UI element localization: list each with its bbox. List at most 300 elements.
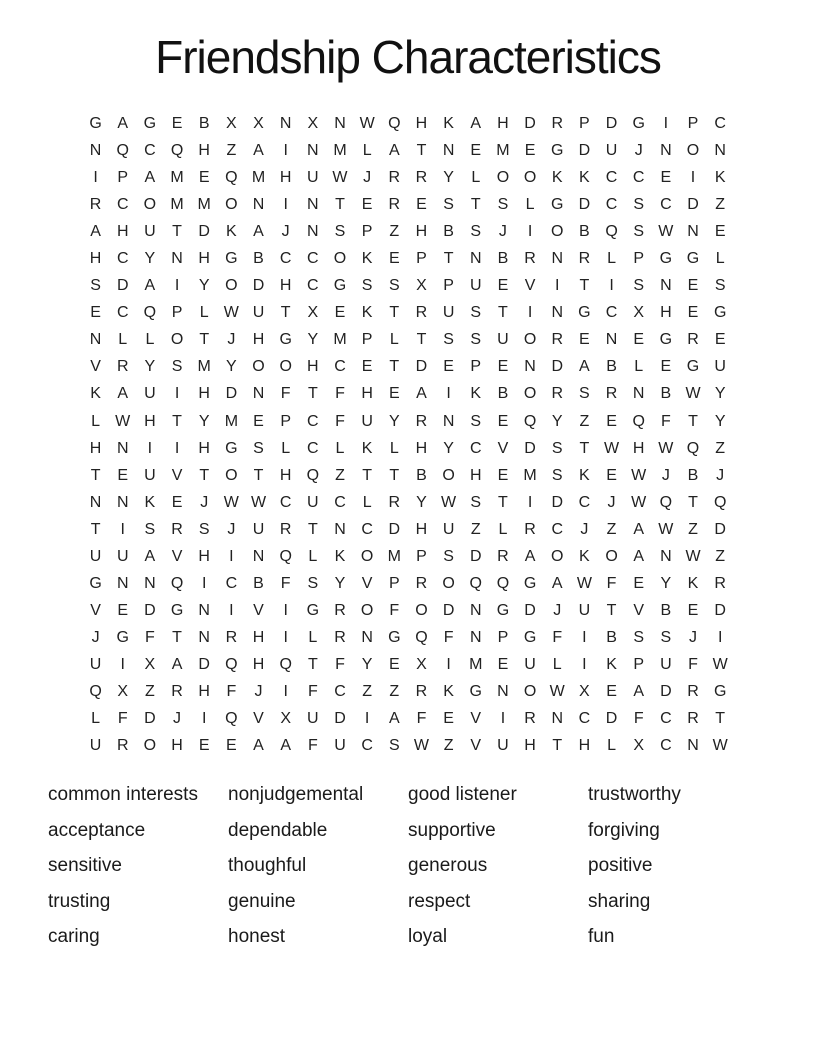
grid-letter: Q bbox=[605, 223, 618, 241]
grid-letter: S bbox=[470, 304, 482, 322]
grid-letter: K bbox=[606, 655, 617, 673]
grid-letter: H bbox=[279, 169, 292, 187]
grid-letter: E bbox=[117, 601, 129, 619]
grid-letter: C bbox=[605, 304, 618, 322]
grid-letter: R bbox=[497, 547, 509, 565]
grid-letter: N bbox=[714, 142, 726, 160]
word-list bbox=[48, 777, 768, 955]
grid-letter: O bbox=[551, 547, 564, 565]
word-item: acceptance bbox=[48, 819, 146, 841]
grid-letter: E bbox=[606, 466, 617, 484]
grid-letter: P bbox=[416, 250, 427, 268]
grid-letter: Y bbox=[307, 331, 319, 349]
grid-letter: X bbox=[307, 115, 319, 132]
grid-letter: S bbox=[307, 574, 319, 592]
word-list-column bbox=[228, 777, 408, 955]
grid-letter: D bbox=[605, 115, 618, 132]
grid-row bbox=[82, 516, 734, 543]
grid-letter: S bbox=[470, 223, 482, 241]
grid-letter: O bbox=[225, 466, 238, 484]
grid-row bbox=[82, 462, 734, 489]
grid-letter: U bbox=[714, 358, 726, 376]
grid-letter: G bbox=[89, 574, 102, 592]
grid-letter: D bbox=[144, 710, 156, 728]
grid-letter: K bbox=[579, 169, 590, 187]
word-item: good listener bbox=[408, 784, 517, 805]
grid-letter: B bbox=[497, 250, 509, 268]
grid-letter: D bbox=[578, 142, 591, 160]
grid-letter: H bbox=[198, 439, 210, 457]
grid-letter: R bbox=[388, 493, 401, 511]
grid-letter: O bbox=[605, 547, 618, 565]
grid-letter: C bbox=[660, 737, 672, 755]
grid-letter: B bbox=[579, 223, 590, 241]
grid-letter: G bbox=[686, 250, 700, 268]
grid-letter: I bbox=[120, 520, 125, 538]
grid-letter: F bbox=[660, 412, 671, 430]
grid-letter: M bbox=[170, 169, 184, 187]
grid-letter: A bbox=[117, 385, 129, 403]
grid-letter: N bbox=[89, 331, 102, 349]
grid-letter: J bbox=[200, 493, 209, 511]
word-item: positive bbox=[588, 855, 653, 876]
grid-letter: D bbox=[660, 682, 672, 700]
grid-letter: R bbox=[687, 682, 699, 700]
word-item: respect bbox=[408, 890, 471, 912]
grid-letter: P bbox=[416, 547, 427, 565]
grid-letter: U bbox=[334, 737, 346, 755]
grid-letter: N bbox=[116, 574, 129, 592]
grid-letter: R bbox=[551, 115, 564, 132]
grid-letter: U bbox=[307, 169, 319, 187]
grid-letter: L bbox=[91, 412, 101, 430]
grid-letter: F bbox=[606, 574, 617, 592]
grid-letter: Y bbox=[226, 358, 237, 376]
grid-letter: T bbox=[389, 304, 400, 322]
grid-letter: J bbox=[553, 601, 562, 619]
grid-letter: V bbox=[524, 277, 536, 295]
grid-letter: C bbox=[116, 304, 129, 322]
grid-letter: Y bbox=[388, 412, 400, 430]
grid-letter: K bbox=[443, 115, 454, 132]
grid-letter: U bbox=[307, 493, 319, 511]
grid-letter: D bbox=[687, 196, 699, 214]
grid-letter: R bbox=[116, 358, 129, 376]
word-item: nonjudgemental bbox=[228, 784, 364, 805]
grid-letter: N bbox=[307, 142, 319, 160]
word-list-column bbox=[408, 777, 588, 955]
grid-letter: U bbox=[252, 304, 265, 322]
grid-letter: N bbox=[116, 439, 129, 457]
grid-letter: J bbox=[716, 466, 725, 484]
grid-letter: U bbox=[89, 547, 102, 565]
grid-letter: E bbox=[687, 277, 699, 295]
grid-letter: Q bbox=[415, 628, 428, 646]
grid-letter: N bbox=[252, 547, 265, 565]
grid-letter: K bbox=[687, 574, 699, 592]
word-item: caring bbox=[48, 926, 100, 947]
grid-letter: V bbox=[633, 601, 645, 619]
grid-letter: W bbox=[685, 547, 701, 565]
grid-letter: N bbox=[632, 385, 645, 403]
grid-letter: D bbox=[714, 601, 726, 619]
grid-letter: O bbox=[442, 466, 455, 484]
grid-letter: V bbox=[470, 710, 482, 728]
grid-letter: T bbox=[280, 304, 291, 322]
grid-letter: H bbox=[279, 466, 292, 484]
grid-letter: Q bbox=[496, 574, 510, 592]
grid-letter: R bbox=[524, 250, 536, 268]
grid-letter: G bbox=[551, 142, 564, 160]
grid-letter: W bbox=[413, 737, 429, 755]
grid-letter: E bbox=[171, 115, 183, 132]
grid-letter: T bbox=[688, 412, 698, 430]
grid-letter: E bbox=[226, 737, 237, 755]
grid-letter: R bbox=[116, 737, 129, 755]
grid-letter: H bbox=[252, 628, 265, 646]
grid-letter: N bbox=[551, 250, 564, 268]
grid-letter: C bbox=[307, 250, 319, 268]
word-item: dependable bbox=[228, 819, 328, 841]
grid-letter: G bbox=[170, 601, 184, 619]
grid-letter: X bbox=[633, 304, 645, 322]
grid-row bbox=[82, 597, 734, 624]
grid-letter: A bbox=[388, 710, 400, 728]
grid-letter: U bbox=[144, 466, 156, 484]
grid-letter: R bbox=[334, 601, 346, 619]
grid-letter: T bbox=[172, 223, 182, 241]
grid-letter: H bbox=[171, 737, 183, 755]
grid-letter: L bbox=[335, 439, 345, 457]
grid-letter: J bbox=[498, 223, 507, 241]
grid-letter: D bbox=[578, 196, 591, 214]
grid-letter: Y bbox=[198, 277, 210, 295]
grid-letter: H bbox=[198, 142, 210, 160]
grid-letter: E bbox=[443, 358, 454, 376]
wordsearch-grid bbox=[82, 110, 734, 759]
grid-letter: N bbox=[252, 196, 265, 214]
grid-letter: E bbox=[579, 331, 590, 349]
grid-letter: G bbox=[523, 574, 537, 592]
grid-letter: B bbox=[416, 466, 427, 484]
grid-row bbox=[82, 732, 734, 759]
grid-letter: T bbox=[470, 196, 481, 214]
grid-letter: F bbox=[335, 412, 345, 430]
grid-letter: K bbox=[551, 169, 563, 187]
grid-letter: R bbox=[714, 574, 726, 592]
grid-letter: A bbox=[144, 547, 156, 565]
grid-letter: D bbox=[334, 710, 346, 728]
grid-letter: C bbox=[334, 493, 346, 511]
grid-letter: N bbox=[442, 412, 455, 430]
grid-letter: R bbox=[415, 574, 428, 592]
grid-letter: C bbox=[660, 710, 672, 728]
grid-letter: I bbox=[500, 710, 506, 728]
grid-letter: J bbox=[173, 710, 182, 728]
grid-letter: R bbox=[687, 331, 699, 349]
grid-letter: W bbox=[332, 169, 348, 187]
grid-letter: I bbox=[283, 682, 288, 700]
grid-letter: I bbox=[147, 439, 153, 457]
grid-letter: K bbox=[443, 682, 454, 700]
grid-letter: Q bbox=[143, 304, 157, 322]
grid-letter: P bbox=[388, 574, 400, 592]
grid-letter: P bbox=[443, 277, 454, 295]
grid-letter: D bbox=[524, 439, 536, 457]
grid-letter: O bbox=[496, 169, 510, 187]
grid-letter: S bbox=[633, 223, 645, 241]
grid-letter: N bbox=[660, 547, 672, 565]
grid-letter: J bbox=[580, 520, 589, 538]
grid-letter: B bbox=[606, 358, 617, 376]
grid-letter: F bbox=[633, 710, 644, 728]
grid-letter: V bbox=[90, 358, 101, 376]
grid-letter: E bbox=[524, 142, 536, 160]
grid-letter: N bbox=[307, 223, 319, 241]
grid-letter: Y bbox=[416, 493, 427, 511]
grid-letter: D bbox=[605, 710, 618, 728]
grid-letter: W bbox=[658, 520, 674, 538]
grid-letter: H bbox=[198, 682, 210, 700]
grid-letter: N bbox=[89, 493, 102, 511]
grid-letter: J bbox=[91, 628, 100, 646]
grid-letter: C bbox=[578, 493, 591, 511]
grid-letter: E bbox=[388, 655, 400, 673]
grid-row bbox=[82, 353, 734, 380]
grid-letter: T bbox=[172, 628, 182, 646]
grid-letter: A bbox=[90, 223, 101, 241]
grid-letter: Z bbox=[443, 737, 454, 755]
grid-letter: T bbox=[199, 466, 210, 484]
grid-letter: T bbox=[443, 250, 454, 268]
grid-letter: W bbox=[631, 466, 647, 484]
grid-letter: C bbox=[605, 169, 618, 187]
grid-row bbox=[82, 678, 734, 705]
grid-letter: Q bbox=[170, 574, 184, 592]
grid-letter: U bbox=[524, 655, 536, 673]
grid-letter: R bbox=[524, 520, 536, 538]
grid-letter: N bbox=[469, 250, 482, 268]
grid-letter: E bbox=[497, 277, 509, 295]
grid-letter: T bbox=[552, 737, 563, 755]
grid-letter: G bbox=[632, 115, 645, 132]
grid-letter: S bbox=[551, 466, 563, 484]
grid-letter: T bbox=[606, 601, 617, 619]
grid-letter: G bbox=[659, 331, 673, 349]
grid-letter: A bbox=[253, 737, 264, 755]
grid-letter: E bbox=[633, 331, 645, 349]
grid-row bbox=[82, 137, 734, 164]
grid-letter: E bbox=[606, 412, 617, 430]
grid-letter: I bbox=[555, 277, 560, 295]
grid-letter: P bbox=[361, 331, 373, 349]
grid-letter: P bbox=[470, 358, 482, 376]
grid-letter: O bbox=[170, 331, 184, 349]
grid-letter: I bbox=[174, 439, 180, 457]
grid-row bbox=[82, 326, 734, 353]
grid-letter: C bbox=[279, 250, 292, 268]
grid-letter: S bbox=[334, 223, 346, 241]
grid-letter: L bbox=[389, 331, 399, 349]
grid-letter: L bbox=[362, 493, 372, 511]
grid-letter: W bbox=[712, 737, 728, 755]
grid-letter: H bbox=[89, 439, 102, 457]
grid-letter: W bbox=[576, 574, 592, 592]
grid-letter: H bbox=[415, 439, 428, 457]
grid-letter: P bbox=[633, 655, 645, 673]
grid-letter: E bbox=[388, 385, 400, 403]
grid-letter: P bbox=[171, 304, 183, 322]
grid-letter: K bbox=[90, 385, 101, 403]
grid-letter: U bbox=[361, 412, 373, 430]
grid-letter: S bbox=[443, 331, 454, 349]
grid-letter: C bbox=[225, 574, 238, 592]
grid-letter: C bbox=[361, 737, 373, 755]
grid-letter: C bbox=[307, 439, 319, 457]
grid-letter: U bbox=[89, 737, 102, 755]
grid-letter: U bbox=[252, 520, 265, 538]
grid-letter: H bbox=[578, 737, 591, 755]
grid-letter: Z bbox=[335, 466, 345, 484]
grid-letter: I bbox=[283, 628, 288, 646]
grid-letter: J bbox=[689, 628, 698, 646]
grid-letter: J bbox=[281, 223, 290, 241]
grid-letter: Z bbox=[389, 682, 400, 700]
grid-letter: L bbox=[471, 169, 481, 187]
grid-letter: B bbox=[443, 223, 454, 241]
grid-letter: U bbox=[660, 655, 672, 673]
grid-letter: G bbox=[279, 331, 292, 349]
grid-letter: C bbox=[605, 196, 618, 214]
grid-letter: D bbox=[714, 520, 726, 538]
grid-letter: N bbox=[469, 601, 482, 619]
grid-letter: T bbox=[498, 493, 508, 511]
grid-letter: O bbox=[252, 358, 265, 376]
grid-letter: L bbox=[362, 142, 372, 160]
grid-letter: H bbox=[252, 331, 265, 349]
grid-letter: E bbox=[470, 142, 482, 160]
grid-letter: W bbox=[441, 493, 457, 511]
grid-letter: Z bbox=[606, 520, 617, 538]
grid-letter: U bbox=[497, 331, 509, 349]
grid-letter: O bbox=[225, 196, 238, 214]
grid-letter: M bbox=[170, 196, 184, 214]
grid-letter: S bbox=[198, 520, 210, 538]
grid-letter: V bbox=[253, 710, 264, 728]
grid-letter: N bbox=[361, 628, 373, 646]
grid-letter: S bbox=[551, 439, 563, 457]
grid-letter: L bbox=[145, 331, 155, 349]
grid-letter: S bbox=[90, 277, 101, 295]
grid-letter: Q bbox=[469, 574, 482, 592]
grid-letter: D bbox=[388, 520, 401, 538]
grid-letter: X bbox=[416, 655, 427, 673]
grid-letter: U bbox=[89, 655, 102, 673]
grid-letter: X bbox=[416, 277, 427, 295]
grid-letter: A bbox=[633, 520, 645, 538]
grid-letter: X bbox=[226, 115, 237, 132]
grid-letter: H bbox=[415, 115, 428, 132]
puzzle-title: Friendship Characteristics bbox=[155, 31, 661, 83]
grid-letter: S bbox=[497, 196, 509, 214]
grid-letter: P bbox=[633, 250, 645, 268]
grid-letter: G bbox=[496, 601, 510, 619]
grid-letter: C bbox=[307, 412, 319, 430]
grid-letter: Y bbox=[144, 250, 156, 268]
grid-letter: F bbox=[307, 737, 318, 755]
grid-letter: H bbox=[415, 520, 428, 538]
grid-letter: D bbox=[116, 277, 129, 295]
grid-letter: S bbox=[633, 628, 645, 646]
grid-letter: P bbox=[497, 628, 509, 646]
grid-letter: I bbox=[527, 223, 533, 241]
grid-letter: D bbox=[551, 493, 564, 511]
grid-row bbox=[82, 624, 734, 651]
word-item: genuine bbox=[228, 890, 296, 912]
grid-letter: Z bbox=[226, 142, 237, 160]
grid-letter: L bbox=[525, 196, 535, 214]
grid-letter: I bbox=[690, 169, 696, 187]
grid-letter: E bbox=[497, 412, 509, 430]
grid-letter: U bbox=[442, 304, 455, 322]
grid-letter: W bbox=[631, 493, 647, 511]
grid-letter: H bbox=[415, 223, 428, 241]
grid-letter: G bbox=[89, 115, 102, 132]
grid-letter: S bbox=[714, 277, 726, 295]
grid-letter: C bbox=[116, 196, 129, 214]
grid-letter: V bbox=[497, 439, 509, 457]
grid-letter: D bbox=[551, 358, 564, 376]
grid-letter: T bbox=[579, 277, 590, 295]
grid-letter: N bbox=[687, 223, 699, 241]
grid-letter: D bbox=[252, 277, 265, 295]
grid-letter: Z bbox=[362, 682, 373, 700]
grid-letter: Y bbox=[198, 412, 210, 430]
grid-letter: R bbox=[89, 196, 102, 214]
grid-row bbox=[82, 705, 734, 732]
grid-letter: E bbox=[253, 412, 264, 430]
grid-letter: O bbox=[279, 358, 292, 376]
grid-letter: V bbox=[361, 574, 373, 592]
grid-letter: R bbox=[388, 196, 401, 214]
grid-letter: F bbox=[416, 710, 427, 728]
grid-letter: X bbox=[633, 737, 645, 755]
grid-letter: M bbox=[387, 547, 401, 565]
grid-letter: F bbox=[688, 655, 698, 673]
word-item: trusting bbox=[48, 890, 111, 912]
grid-letter: O bbox=[415, 601, 428, 619]
grid-row bbox=[82, 110, 734, 137]
grid-letter: B bbox=[687, 466, 699, 484]
grid-letter: S bbox=[171, 358, 183, 376]
grid-letter: P bbox=[361, 223, 373, 241]
grid-letter: I bbox=[229, 601, 234, 619]
grid-letter: N bbox=[660, 142, 672, 160]
grid-letter: T bbox=[688, 493, 698, 511]
grid-letter: A bbox=[633, 682, 645, 700]
grid-letter: I bbox=[174, 385, 180, 403]
grid-letter: E bbox=[198, 169, 210, 187]
grid-letter: E bbox=[660, 169, 672, 187]
grid-letter: S bbox=[660, 628, 672, 646]
grid-letter: G bbox=[578, 304, 591, 322]
grid-letter: I bbox=[446, 655, 451, 673]
grid-letter: E bbox=[90, 304, 101, 322]
grid-letter: A bbox=[524, 547, 536, 565]
grid-letter: H bbox=[524, 737, 536, 755]
grid-letter: G bbox=[713, 304, 727, 322]
grid-letter: C bbox=[551, 520, 564, 538]
